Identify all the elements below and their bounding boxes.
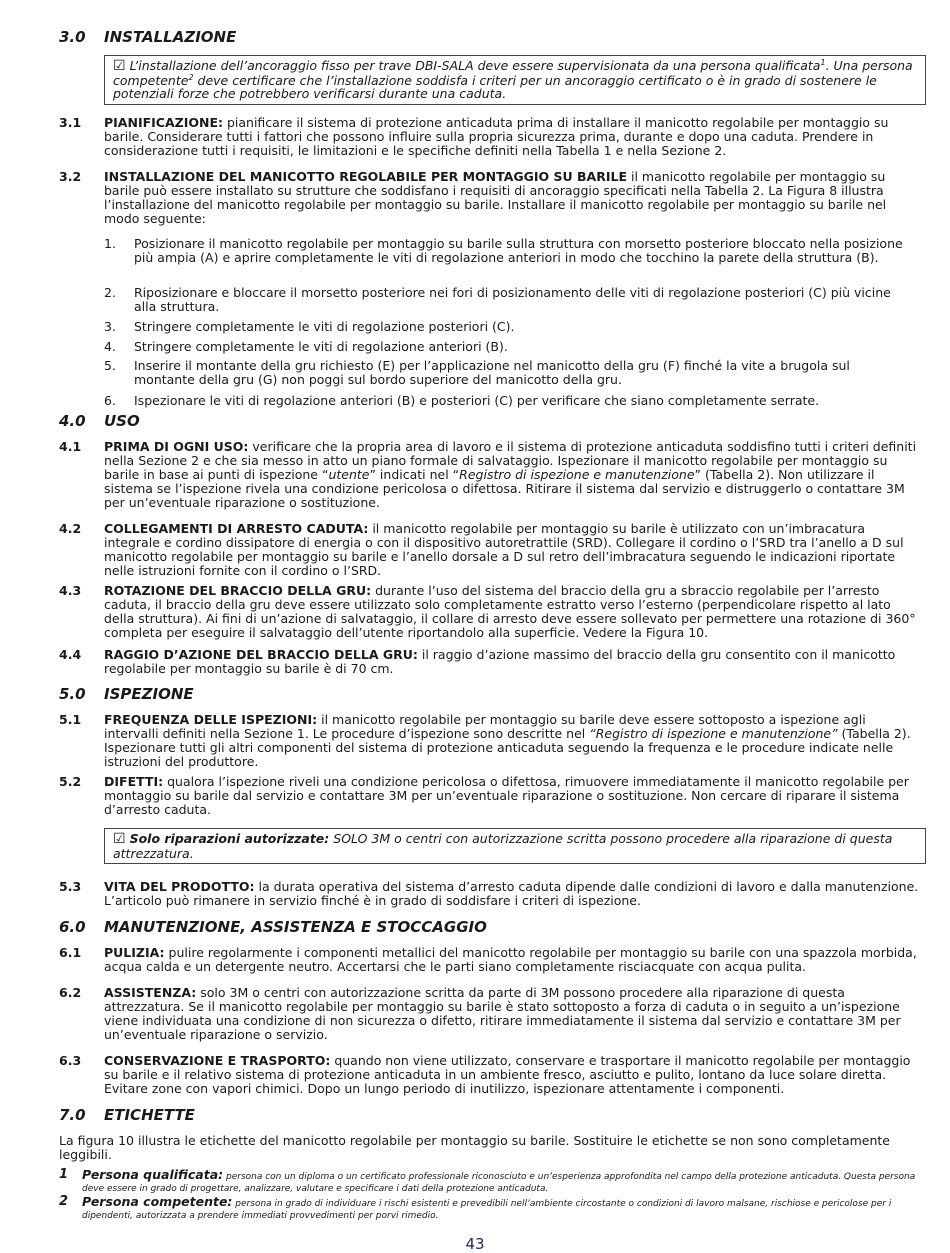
item-text: pulire regolarmente i componenti metallici del manicotto regolabile per montaggio su barile con una spazzola morbida, acqua calda e un detergente neutro. Accertarsi che le parti siano completamente risciacquate con acqua pulita. (104, 945, 917, 974)
section-number: 4.0 (59, 412, 86, 430)
item-number: 3.1 (59, 115, 82, 130)
footnote-number: 1 (59, 1167, 69, 1182)
item-number: 3.2 (59, 169, 82, 184)
checkbox-icon: ☑ (113, 831, 126, 847)
item-number: 6.1 (59, 945, 82, 960)
footnote-ref-1: 1 (820, 57, 826, 67)
item-label: ROTAZIONE DEL BRACCIO DELLA GRU: (104, 583, 372, 598)
step-text: Posizionare il manicotto regolabile per montaggio su barile sulla struttura con morsetto posteriore bloccato nella posizione più ampia (A) e aprire completamente le viti di regolazione anteriori in modo che tocchino la parete della struttura (B). (134, 236, 903, 265)
item-label: VITA DEL PRODOTTO: (104, 879, 255, 894)
item-text: durante l’uso del sistema del braccio della gru a sbraccio regolabile per l’arresto caduta, il braccio della gru deve essere utilizzato solo completamente estratto verso l’esterno (perpendicolare rispetto al lato della struttura). Ai fini di un’azione di salvataggio, il collare di arresto deve essere sollevato per permettere una rotazione di 360° completa per eseguire il salvataggio dell’utente riportandolo alla superficie. Vedere la Figura 10. (104, 583, 916, 640)
section-number: 6.0 (59, 918, 86, 936)
checkbox-icon: ☑ (113, 58, 126, 74)
footnote-number: 2 (59, 1194, 69, 1209)
step-number: 3. (104, 319, 116, 334)
authorized-repairs-note-box (104, 828, 926, 864)
section-number: 5.0 (59, 685, 86, 703)
note-text: L’installazione dell’ancoraggio fisso per trave DBI-SALA deve essere supervisionata da una persona qualificata (129, 58, 821, 73)
step-number: 2. (104, 285, 116, 300)
item-text: il manicotto regolabile per montaggio su barile può essere installato su strutture che soddisfano i requisiti di ancoraggio specificati nella Tabella 2. La Figura 8 illustra l’installazione del manicotto regolabile per montaggio su barile. Installare il manicotto regolabile per montaggio su barile nel modo seguente: (104, 169, 887, 226)
labels-paragraph: La figura 10 illustra le etichette del manicotto regolabile per montaggio su barile. Sostituire le etichette se non sono completamente leggibili. (59, 1133, 890, 1162)
item-number: 4.1 (59, 439, 82, 454)
section-title: MANUTENZIONE, ASSISTENZA E STOCCAGGIO (104, 918, 487, 936)
footnote-ref-2: 2 (188, 72, 194, 82)
section-title: ISPEZIONE (104, 685, 194, 703)
item-text: la durata operativa del sistema d’arresto caduta dipende dalle condizioni di lavoro e dalla manutenzione. L’articolo può rimanere in servizio finché è in grado di soddisfare i criteri di ispezione. (104, 879, 919, 908)
item-label: PRIMA DI OGNI USO: (104, 439, 249, 454)
note-text: . Una persona competente (113, 58, 913, 88)
item-label: INSTALLAZIONE DEL MANICOTTO REGOLABILE PER MONTAGGIO SU BARILE (104, 169, 628, 184)
note-label: Solo riparazioni autorizzate: (129, 831, 330, 846)
item-number: 6.2 (59, 985, 82, 1000)
item-label: FREQUENZA DELLE ISPEZIONI: (104, 712, 318, 727)
step-number: 4. (104, 339, 116, 354)
item-label: CONSERVAZIONE E TRASPORTO: (104, 1053, 331, 1068)
item-text: qualora l’ispezione riveli una condizione pericolosa o difettosa, rimuovere immediatamente il manicotto regolabile per montaggio su barile dal servizio e contattare 3M per un’eventuale riparazione o sostituzione. Non cercare di riparare il sistema d’arresto caduta. (104, 774, 909, 817)
footnote-label: Persona qualificata: (82, 1167, 224, 1182)
item-label: RAGGIO D’AZIONE DEL BRACCIO DELLA GRU: (104, 647, 418, 662)
item-number: 6.3 (59, 1053, 82, 1068)
step-text: Riposizionare e bloccare il morsetto posteriore nei fori di posizionamento delle viti di regolazione posteriori (C) più vicine alla struttura. (134, 285, 891, 314)
item-label: COLLEGAMENTI DI ARRESTO CADUTA: (104, 521, 369, 536)
section-title: ETICHETTE (104, 1106, 195, 1124)
section-title: USO (104, 412, 140, 430)
step-number: 5. (104, 358, 116, 373)
item-text: il manicotto regolabile per montaggio su barile deve essere sottoposto a ispezione agli intervalli definiti nella Sezione 1. Le procedure d’ispezione sono descritte nel (104, 712, 866, 741)
step-text: Inserire il montante della gru richiesto (E) per l’applicazione nel manicotto della gru (F) finché la vite a brugola sul montante della gru (G) non poggi sul bordo superiore del manicotto della gru. (134, 358, 850, 387)
italic-term: utente (328, 467, 370, 482)
item-text: verificare che la propria area di lavoro e il sistema di protezione anticaduta soddisfino tutti i criteri definiti nella Sezione 2 e che sia messo in atto un piano formale di salvataggio. Ispezionare il manicotto regolabile per montaggio su barile in base ai punti di ispezione “ (104, 439, 917, 482)
item-text: il raggio d’azione massimo del braccio della gru consentito con il manicotto regolabile per montaggio su barile è di 70 cm. (104, 647, 896, 676)
item-text: ” indicati nel “ (369, 467, 460, 482)
note-text: SOLO 3M o centri con autorizzazione scritta possono procedere alla riparazione di questa attrezzatura. (113, 831, 893, 861)
item-label: PULIZIA: (104, 945, 165, 960)
item-text: ” (Tabella 2). Non utilizzare il sistema se l’ispezione rivela una condizione pericolosa o difettosa. Ritirare il sistema dal servizio e distruggerlo o contattare 3M per un’eventuale riparazione o sostituzione. (104, 467, 905, 510)
item-text: (Tabella 2). Ispezionare tutti gli altri componenti del sistema di protezione anticaduta seguendo la frequenza e le procedure indicate nelle istruzioni del produttore. (104, 726, 911, 769)
item-number: 5.1 (59, 712, 82, 727)
item-number: 4.3 (59, 583, 82, 598)
item-number: 5.3 (59, 879, 82, 894)
item-label: DIFETTI: (104, 774, 164, 789)
section-title: INSTALLAZIONE (104, 28, 237, 46)
page-number: 43 (465, 1235, 485, 1253)
section-number: 7.0 (59, 1106, 86, 1124)
footnote-text: persona in grado di individuare i rischi esistenti e prevedibili nell’ambiente circostante o condizioni di lavoro malsane, rischiose e pericolose per i dipendenti, autorizzata a prendere immediati provvedimenti per porvi rimedio. (82, 1199, 892, 1221)
item-label: ASSISTENZA: (104, 985, 197, 1000)
item-text: quando non viene utilizzato, conservare e trasportare il manicotto regolabile per montaggio su barile e il relativo sistema di protezione anticaduta in un ambiente fresco, asciutto e pulito, lontano da luce solare diretta. Evitare zone con vapori chimici. Dopo un lungo periodo di inutilizzo, ispezionare attentamente i componenti. (104, 1053, 911, 1096)
italic-term: Registro di ispezione e manutenzione (459, 467, 695, 482)
step-number: 6. (104, 393, 116, 408)
item-number: 4.2 (59, 521, 82, 536)
item-text: pianificare il sistema di protezione anticaduta prima di installare il manicotto regolabile per montaggio su barile. Considerare tutti i fattori che possono influire sulla propria sicurezza prima, durante e dopo una caduta. Prendere in considerazione tutti i requisiti, le limitazioni e le specifiche definiti nella Tabella 1 e nella Sezione 2. (104, 115, 889, 158)
step-number: 1. (104, 236, 116, 251)
item-label: PIANIFICAZIONE: (104, 115, 223, 130)
qualified-person-note-box (104, 55, 926, 105)
item-number: 5.2 (59, 774, 82, 789)
step-text: Stringere completamente le viti di regolazione posteriori (C). (134, 319, 515, 334)
note-text: deve certificare che l’installazione soddisfa i criteri per un ancoraggio certificato o è in grado di sostenere le potenziali forze che potrebbero verificarsi durante una caduta. (113, 72, 877, 101)
item-text: solo 3M o centri con autorizzazione scritta da parte di 3M possono procedere alla riparazione di questa attrezzatura. Se il manicotto regolabile per montaggio su barile è stato sottoposto a forza di caduta o in seguito a un’ispezione viene individuata una condizione di non sicurezza o difetto, ritirare immediatamente il sistema dal servizio e contattare 3M per un’eventuale riparazione o servizio. (104, 985, 901, 1042)
section-number: 3.0 (59, 28, 86, 46)
step-text: Stringere completamente le viti di regolazione anteriori (B). (134, 339, 508, 354)
footnote-label: Persona competente: (82, 1194, 233, 1209)
item-number: 4.4 (59, 647, 82, 662)
item-text: il manicotto regolabile per montaggio su barile è utilizzato con un’imbracatura integrale e cordino dissipatore di energia o con il dispositivo autoretrattile (SRD). Collegare il cordino o l’SRD tra l’anello a D sul manicotto regolabile per montaggio su barile e l’anello dorsale a D sul retro dell’imbracatura seguendo le indicazioni riportate nelle istruzioni fornite con il cordino o l’SRD. (104, 521, 904, 578)
footnote-text: persona con un diploma o un certificato professionale riconosciuto e un’esperienza approfondita nel campo della protezione anticaduta. Questa persona deve essere in grado di progettare, analizzare, valutare e specificare i dati della protezione anticaduta. (82, 1172, 916, 1194)
italic-term: “Registro di ispezione e manutenzione” (589, 726, 838, 741)
step-text: Ispezionare le viti di regolazione anteriori (B) e posteriori (C) per verificare che siano completamente serrate. (134, 393, 820, 408)
